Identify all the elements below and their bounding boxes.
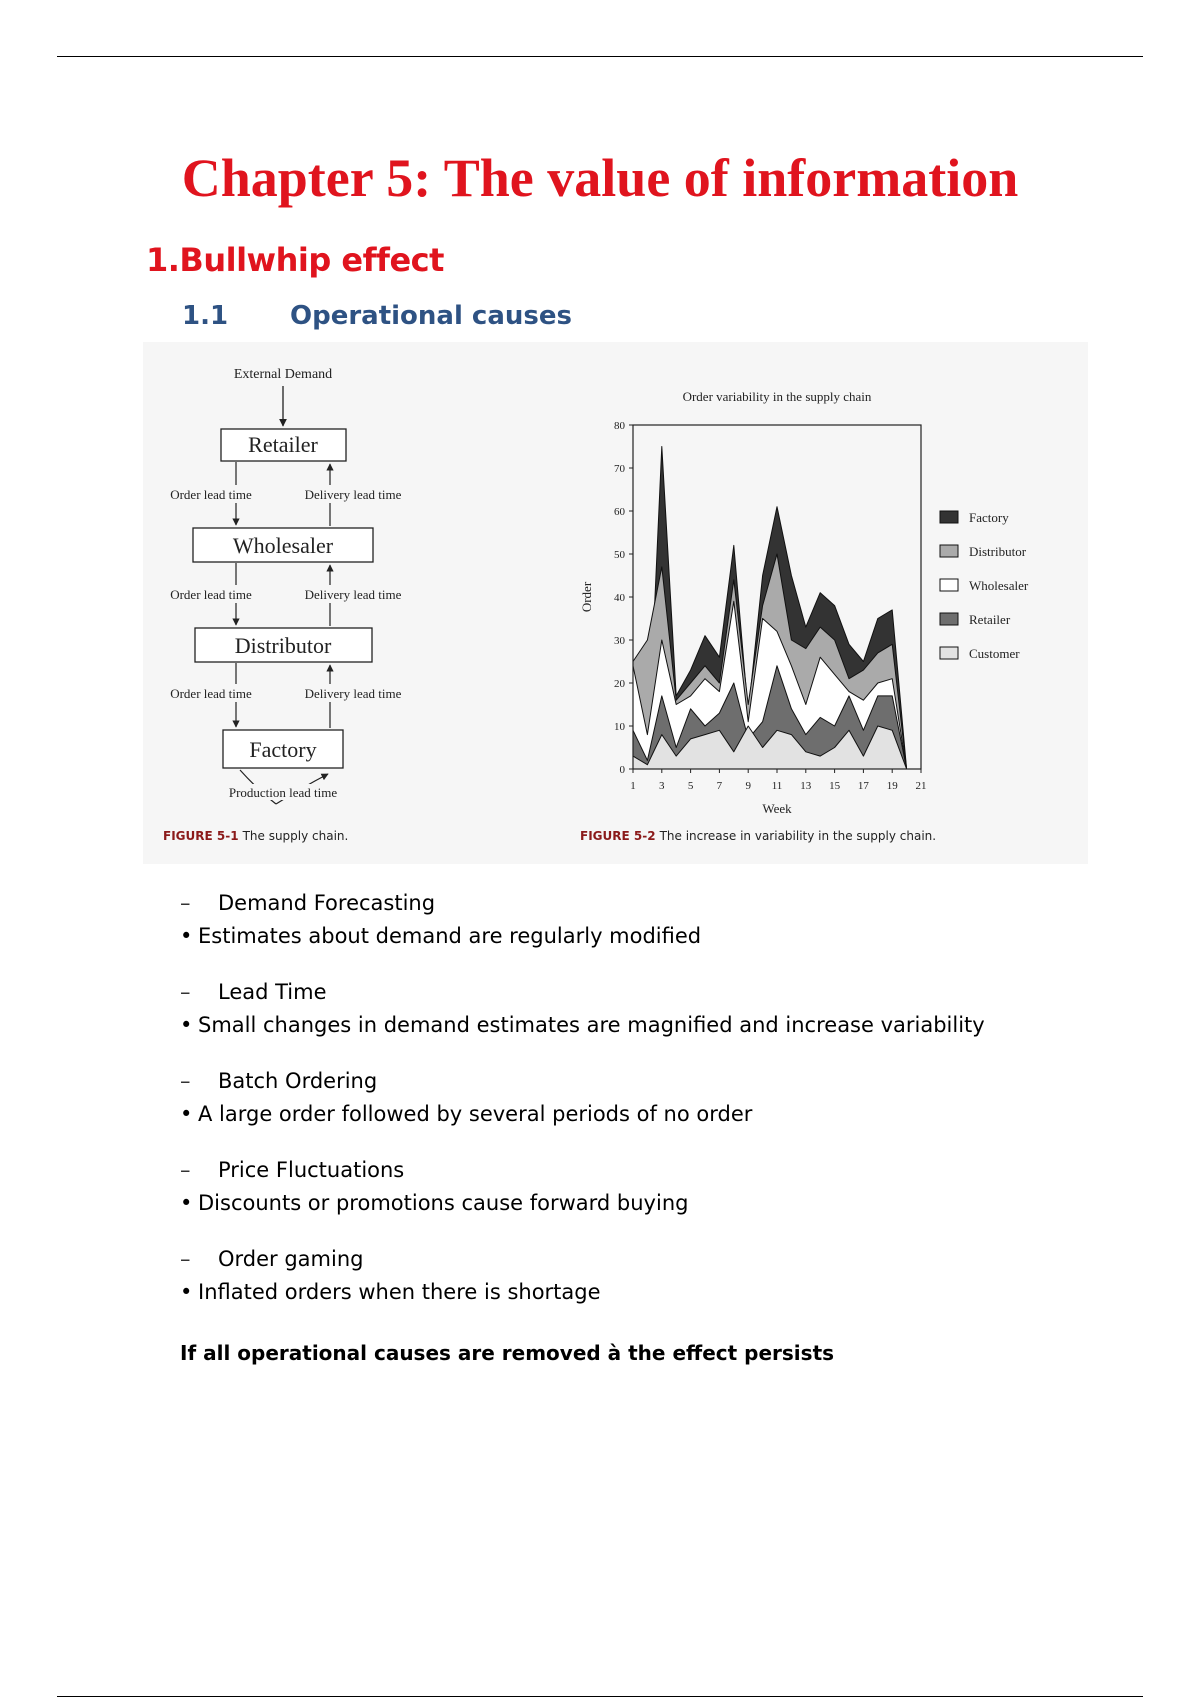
list-item xyxy=(180,1066,1080,1155)
supply-chain-diagram xyxy=(155,367,415,843)
causes-list xyxy=(180,888,1080,1333)
subsection-number: 1.1 xyxy=(182,301,229,331)
delivery-lead-time-label-3: Delivery lead time xyxy=(304,686,402,701)
chart-x-axis-ticks xyxy=(630,769,926,792)
item-heading: Lead Time xyxy=(218,980,327,1004)
chart-legend xyxy=(940,510,1029,661)
x-tick-label: 7 xyxy=(716,780,723,792)
y-tick-label: 20 xyxy=(614,678,625,690)
order-lead-time-label-1: Order lead time xyxy=(170,487,252,502)
legend-label-retailer: Retailer xyxy=(969,612,1011,627)
item-text: A large order followed by several periods of no order xyxy=(198,1102,753,1126)
chart-y-axis-ticks xyxy=(614,420,633,776)
legend-swatch-factory xyxy=(940,511,958,523)
section-number: 1. xyxy=(146,241,180,279)
bullet-marker: • xyxy=(180,1191,193,1215)
y-tick-label: 50 xyxy=(614,549,625,561)
section-heading xyxy=(146,238,444,282)
legend-swatch-customer xyxy=(940,647,958,659)
x-tick-label: 11 xyxy=(771,780,783,792)
figures-svg xyxy=(143,342,1088,864)
order-variability-chart xyxy=(579,389,1029,843)
x-tick-label: 17 xyxy=(857,780,869,792)
item-text: Estimates about demand are regularly modified xyxy=(198,924,702,948)
legend-label-customer: Customer xyxy=(969,646,1020,661)
item-heading: Price Fluctuations xyxy=(218,1158,405,1182)
page-title: Chapter 5: The value of information xyxy=(181,148,1019,208)
bullet-marker: • xyxy=(180,924,193,948)
x-tick-label: 1 xyxy=(630,780,636,792)
delivery-lead-time-label-1: Delivery lead time xyxy=(304,487,402,502)
legend-swatch-distributor xyxy=(940,545,958,557)
item-text: Inflated orders when there is shortage xyxy=(198,1280,601,1304)
list-item xyxy=(180,1244,1080,1333)
figure-5-2-caption-id: FIGURE 5-2 xyxy=(580,829,656,843)
figure-5-1-caption xyxy=(163,829,348,843)
dash-marker: – xyxy=(180,1247,191,1271)
dash-marker: – xyxy=(180,1069,191,1093)
y-tick-label: 0 xyxy=(619,764,625,776)
legend-label-wholesaler: Wholesaler xyxy=(969,578,1029,593)
y-tick-label: 30 xyxy=(614,635,625,647)
dash-marker: – xyxy=(180,980,191,1004)
factory-label: Factory xyxy=(249,737,317,762)
subsection-title: Operational causes xyxy=(290,301,572,331)
section-title: Bullwhip effect xyxy=(179,241,444,279)
x-tick-label: 13 xyxy=(800,780,812,792)
figure-5-1-caption-id: FIGURE 5-1 xyxy=(163,829,239,843)
x-tick-label: 21 xyxy=(915,780,927,792)
list-item xyxy=(180,1155,1080,1244)
x-tick-label: 9 xyxy=(745,780,751,792)
bottom-rule xyxy=(57,1696,1143,1697)
retailer-label: Retailer xyxy=(248,432,318,457)
conclusion-text: If all operational causes are removed à the effect persists xyxy=(180,1341,835,1365)
item-text: Discounts or promotions cause forward buying xyxy=(198,1191,689,1215)
list-item xyxy=(180,888,1080,977)
y-tick-label: 10 xyxy=(614,721,625,733)
chart-title: Order variability in the supply chain xyxy=(682,389,872,404)
figure-5-2-caption-text: The increase in variability in the supply chain. xyxy=(659,829,937,843)
production-lead-time-label: Production lead time xyxy=(228,785,338,800)
x-tick-label: 19 xyxy=(886,780,898,792)
order-lead-time-label-3: Order lead time xyxy=(170,686,252,701)
chart-areas xyxy=(633,447,921,770)
x-tick-label: 3 xyxy=(659,780,665,792)
delivery-lead-time-label-2: Delivery lead time xyxy=(304,587,402,602)
item-text: Small changes in demand estimates are magnified and increase variability xyxy=(198,1013,985,1037)
y-tick-label: 60 xyxy=(614,506,625,518)
external-demand-label: External Demand xyxy=(233,367,333,382)
y-tick-label: 80 xyxy=(614,420,625,432)
chart-x-axis-label: Week xyxy=(762,801,792,816)
y-tick-label: 40 xyxy=(614,592,625,604)
list-item xyxy=(180,977,1080,1066)
legend-swatch-wholesaler xyxy=(940,579,958,591)
figures-panel xyxy=(143,342,1088,864)
item-heading: Order gaming xyxy=(218,1247,364,1271)
x-tick-label: 15 xyxy=(829,780,841,792)
wholesaler-label: Wholesaler xyxy=(232,533,334,558)
distributor-label: Distributor xyxy=(234,633,332,658)
legend-swatch-retailer xyxy=(940,613,958,625)
order-lead-time-label-2: Order lead time xyxy=(170,587,252,602)
legend-label-factory: Factory xyxy=(969,510,1009,525)
chart-y-axis-label: Order xyxy=(579,581,594,613)
figure-5-1-caption-text: The supply chain. xyxy=(242,829,349,843)
dash-marker: – xyxy=(180,891,191,915)
bullet-marker: • xyxy=(180,1280,193,1304)
item-heading: Demand Forecasting xyxy=(218,891,436,915)
bullet-marker: • xyxy=(180,1102,193,1126)
item-heading: Batch Ordering xyxy=(218,1069,378,1093)
top-rule xyxy=(57,56,1143,57)
legend-label-distributor: Distributor xyxy=(969,544,1027,559)
x-tick-label: 5 xyxy=(687,780,694,792)
y-tick-label: 70 xyxy=(614,463,625,475)
figure-5-2-caption xyxy=(580,829,936,843)
bullet-marker: • xyxy=(180,1013,193,1037)
dash-marker: – xyxy=(180,1158,191,1182)
